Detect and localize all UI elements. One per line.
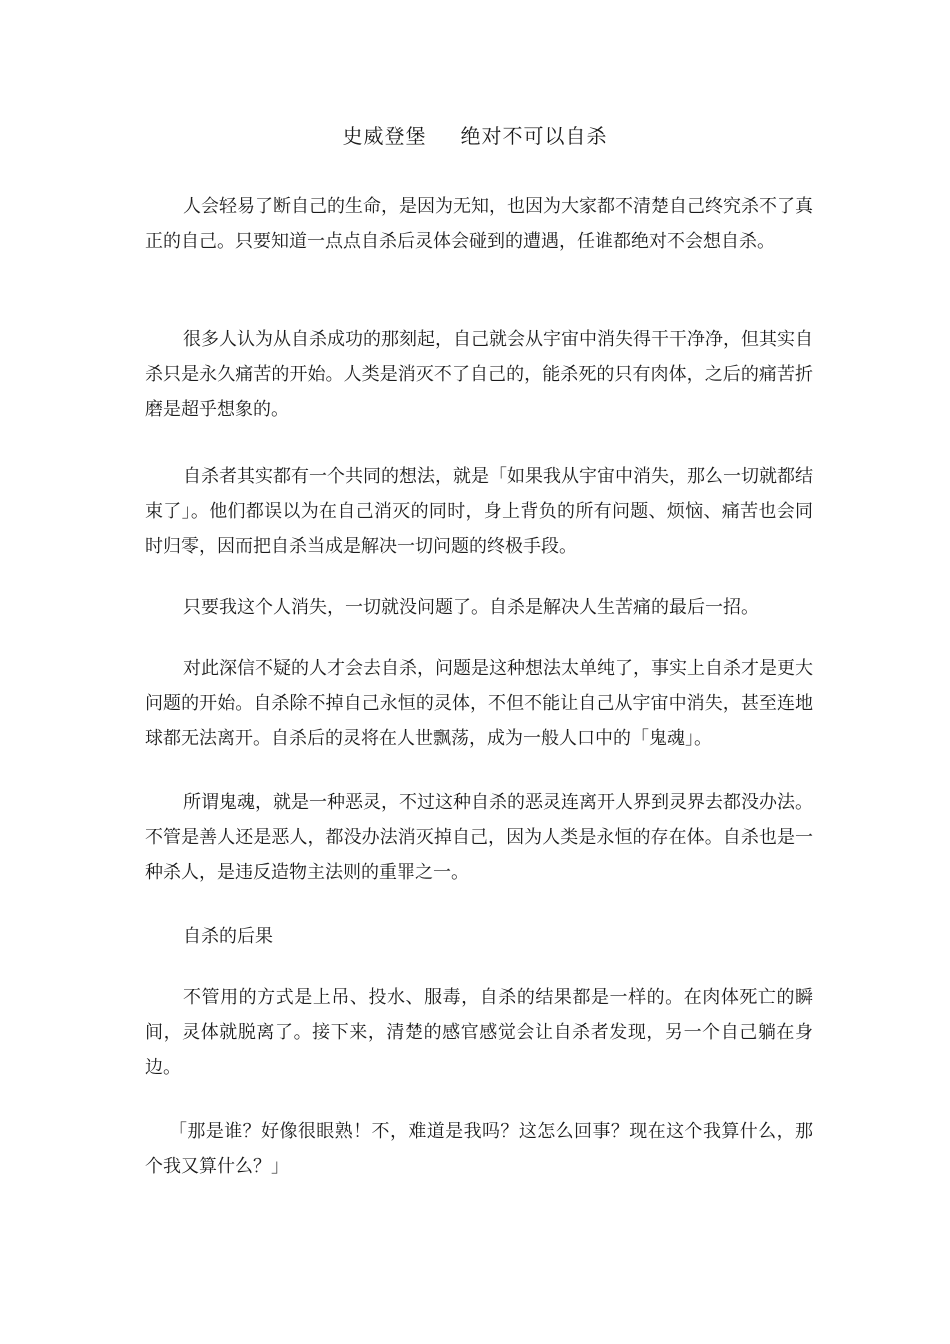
paragraph: 只要我这个人消失，一切就没问题了。自杀是解决人生苦痛的最后一招。 [183, 597, 759, 618]
title-text: 绝对不可以自杀 [460, 124, 608, 148]
title-author: 史威登堡 [342, 124, 427, 148]
paragraph: 不管用的方式是上吊、投水、服毒，自杀的结果都是一样的。在肉体死亡的瞬间，灵体就脱离了。接下来，清楚的感官感觉会让自杀者发现，另一个自己躺在身边。 [145, 987, 813, 1078]
paragraph: 所谓鬼魂，就是一种恶灵，不过这种自杀的恶灵连离开人界到灵界去都没办法。不管是善人还是恶人，都没办法消灭掉自己，因为人类是永恒的存在体。自杀也是一种杀人，是违反造物主法则的重罪之一。 [145, 792, 813, 883]
section-heading: 自杀的后果 [183, 926, 273, 947]
paragraph: 对此深信不疑的人才会去自杀，问题是这种想法太单纯了，事实上自杀才是更大问题的开始。自杀除不掉自己永恒的灵体，不但不能让自己从宇宙中消失，甚至连地球都无法离开。自杀后的灵将在人世飘荡，成为一般人口中的「鬼魂」。 [145, 658, 813, 749]
document-title [0, 120, 950, 149]
paragraph: 人会轻易了断自己的生命，是因为无知，也因为大家都不清楚自己终究杀不了真正的自己。只要知道一点点自杀后灵体会碰到的遭遇，任谁都绝对不会想自杀。 [145, 196, 813, 252]
paragraph: 自杀者其实都有一个共同的想法，就是「如果我从宇宙中消失，那么一切就都结束了」。他们都误以为在自己消灭的同时，身上背负的所有问题、烦恼、痛苦也会同时归零，因而把自杀当成是解决一切问题的终极手段。 [145, 466, 813, 557]
paragraph: 很多人认为从自杀成功的那刻起，自己就会从宇宙中消失得干干净净，但其实自杀只是永久痛苦的开始。人类是消灭不了自己的，能杀死的只有肉体，之后的痛苦折磨是超乎想象的。 [145, 329, 813, 420]
quote-paragraph: 「那是谁？好像很眼熟！不，难道是我吗？这怎么回事？现在这个我算什么，那个我又算什么？」 [145, 1121, 813, 1177]
